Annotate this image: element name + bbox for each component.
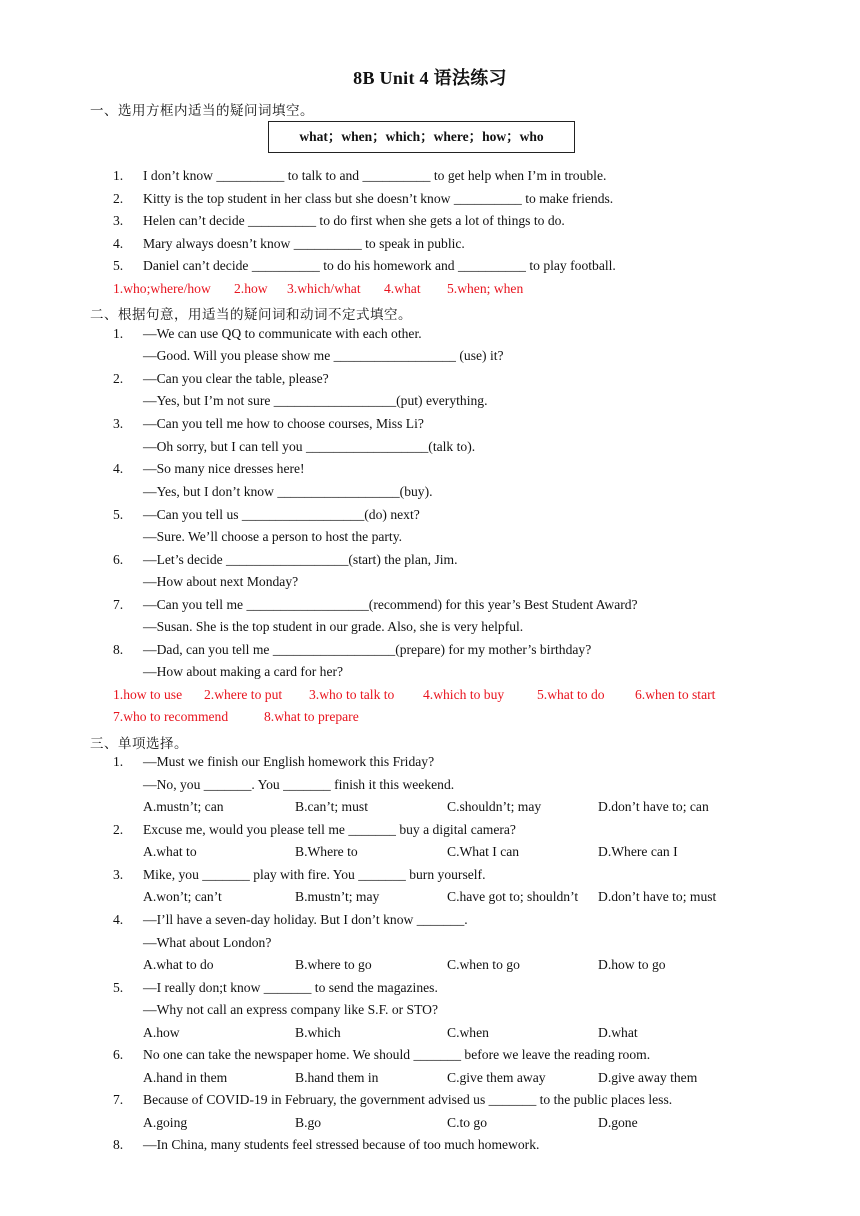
s2-question: —Can you clear the table, please? [143, 371, 329, 386]
section3-heading: 三、单项选择。 [90, 736, 188, 752]
s2-response: —Oh sorry, but I can tell you __________________(talk to). [143, 439, 476, 454]
option-a: A.going [143, 1115, 188, 1130]
s2-response: —Yes, but I don’t know __________________(buy). [143, 484, 433, 499]
s1-item: Kitty is the top student in her class but she doesn’t know __________ to make friends. [143, 191, 614, 206]
option-b: B.where to go [295, 957, 372, 972]
s1-item-number: 3. [113, 213, 124, 228]
s1-answer: 2.how [234, 281, 268, 296]
option-a: A.what to [143, 844, 197, 859]
s2-answer: 7.who to recommend [113, 709, 229, 724]
s2-answer: 6.when to start [635, 687, 716, 702]
option-c: C.when to go [447, 957, 520, 972]
s2-response: —Yes, but I’m not sure __________________(put) everything. [143, 393, 488, 408]
option-d: D.don’t have to; must [598, 889, 717, 904]
s3-item-number: 3. [113, 867, 124, 882]
s1-answer: 4.what [384, 281, 421, 296]
s2-item-number: 3. [113, 416, 124, 431]
option-b: B.mustn’t; may [295, 889, 380, 904]
s3-item-number: 7. [113, 1092, 124, 1107]
s2-answer: 5.what to do [537, 687, 605, 702]
s3-stem: Because of COVID-19 in February, the government advised us _______ to the public places less. [143, 1092, 673, 1107]
section1-heading: 一、选用方框内适当的疑问词填空。 [90, 103, 314, 119]
s1-item: I don’t know __________ to talk to and __________ to get help when I’m in trouble. [143, 168, 607, 183]
page-title: 8B Unit 4 语法练习 [353, 68, 507, 88]
option-b: B.Where to [295, 844, 358, 859]
option-d: D.how to go [598, 957, 666, 972]
s3-stem: —Why not call an express company like S.F. or STO? [143, 1002, 439, 1017]
option-a: A.mustn’t; can [143, 799, 224, 814]
option-a: A.how [143, 1025, 180, 1040]
s2-item-number: 6. [113, 552, 124, 567]
option-d: D.what [598, 1025, 638, 1040]
s2-item-number: 1. [113, 326, 124, 341]
option-d: D.don’t have to; can [598, 799, 709, 814]
s2-question: —Can you tell me how to choose courses, Miss Li? [143, 416, 424, 431]
s1-answer: 5.when; when [447, 281, 524, 296]
s2-response: —How about next Monday? [143, 574, 299, 589]
s2-answer: 3.who to talk to [309, 687, 395, 702]
option-c: C.What I can [447, 844, 520, 859]
s2-question: —Can you tell me __________________(recommend) for this year’s Best Student Award? [143, 597, 638, 612]
s1-item: Daniel can’t decide __________ to do his homework and __________ to play football. [143, 258, 616, 273]
s2-answer: 2.where to put [204, 687, 283, 702]
s3-stem: No one can take the newspaper home. We should _______ before we leave the reading room. [143, 1047, 651, 1062]
s2-response: —Good. Will you please show me __________________ (use) it? [143, 348, 504, 363]
option-c: C.to go [447, 1115, 488, 1130]
option-c: C.shouldn’t; may [447, 799, 542, 814]
option-c: C.have got to; shouldn’t [447, 889, 579, 904]
s2-question: —Let’s decide __________________(start) the plan, Jim. [143, 552, 458, 567]
s1-item: Helen can’t decide __________ to do first when she gets a lot of things to do. [143, 213, 565, 228]
s1-item-number: 1. [113, 168, 124, 183]
s3-stem: —I really don;t know _______ to send the magazines. [143, 980, 438, 995]
option-a: A.hand in them [143, 1070, 228, 1085]
s3-stem: —In China, many students feel stressed because of too much homework. [143, 1137, 540, 1152]
s1-item-number: 2. [113, 191, 124, 206]
option-a: A.what to do [143, 957, 214, 972]
s2-question: —We can use QQ to communicate with each other. [143, 326, 422, 341]
s3-item-number: 1. [113, 754, 124, 769]
s1-answer: 1.who;where/how [113, 281, 211, 296]
s2-item-number: 2. [113, 371, 124, 386]
s1-item-number: 4. [113, 236, 124, 251]
s3-item-number: 5. [113, 980, 124, 995]
s2-question: —So many nice dresses here! [143, 461, 305, 476]
s3-stem: —What about London? [143, 935, 272, 950]
s1-item: Mary always doesn’t know __________ to speak in public. [143, 236, 465, 251]
s2-item-number: 7. [113, 597, 124, 612]
s3-item-number: 2. [113, 822, 124, 837]
s2-answer: 1.how to use [113, 687, 183, 702]
s3-stem: Excuse me, would you please tell me _______ buy a digital camera? [143, 822, 516, 837]
s3-stem: —Must we finish our English homework this Friday? [143, 754, 435, 769]
s3-stem: —I’ll have a seven-day holiday. But I don’t know _______. [143, 912, 468, 927]
word-box: what；when；which；where；how；who [268, 121, 575, 153]
s3-item-number: 4. [113, 912, 124, 927]
option-c: C.give them away [447, 1070, 546, 1085]
option-a: A.won’t; can’t [143, 889, 222, 904]
option-b: B.can’t; must [295, 799, 368, 814]
s2-item-number: 5. [113, 507, 124, 522]
s3-item-number: 6. [113, 1047, 124, 1062]
s3-stem: —No, you _______. You _______ finish it this weekend. [143, 777, 455, 792]
option-d: D.give away them [598, 1070, 698, 1085]
s2-item-number: 4. [113, 461, 124, 476]
section2-heading: 二、根据句意，用适当的疑问词和动词不定式填空。 [90, 307, 412, 323]
s2-answer: 4.which to buy [423, 687, 505, 702]
option-b: B.go [295, 1115, 322, 1130]
option-d: D.gone [598, 1115, 638, 1130]
s2-response: —How about making a card for her? [143, 664, 344, 679]
s2-question: —Can you tell us __________________(do) next? [143, 507, 420, 522]
s2-question: —Dad, can you tell me __________________(prepare) for my mother’s birthday? [143, 642, 592, 657]
s1-answer: 3.which/what [287, 281, 361, 296]
option-d: D.Where can I [598, 844, 678, 859]
option-b: B.which [295, 1025, 341, 1040]
s2-response: —Susan. She is the top student in our grade. Also, she is very helpful. [143, 619, 524, 634]
s2-item-number: 8. [113, 642, 124, 657]
option-c: C.when [447, 1025, 489, 1040]
s3-item-number: 8. [113, 1137, 124, 1152]
s2-answer: 8.what to prepare [264, 709, 359, 724]
s3-stem: Mike, you _______ play with fire. You _______ burn yourself. [143, 867, 486, 882]
s1-item-number: 5. [113, 258, 124, 273]
option-b: B.hand them in [295, 1070, 379, 1085]
s2-response: —Sure. We’ll choose a person to host the party. [143, 529, 403, 544]
